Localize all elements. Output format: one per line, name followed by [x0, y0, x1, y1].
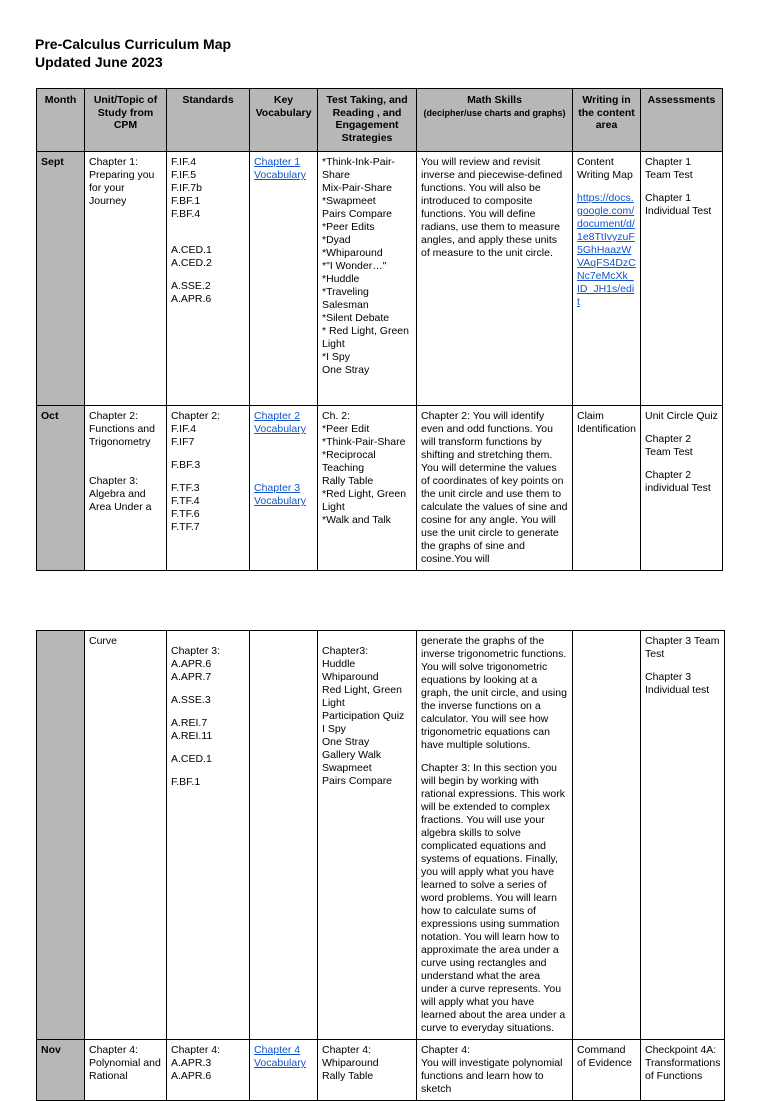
chapter-2-vocabulary-link[interactable]: Chapter 2 Vocabulary — [254, 410, 306, 435]
test-strategies-cell: Ch. 2: *Peer Edit *Think-Pair-Share *Reciprocal Teaching Rally Table *Red Light, Green Light *Walk and Talk — [318, 406, 417, 571]
test-strategies-cell: *Think-Ink-Pair-Share Mix-Pair-Share *Swapmeet Pairs Compare *Peer Edits *Dyad *Whiparound *"I Wonder…" *Huddle *Traveling Salesman *Silent Debate * Red Light, Green Light *I Spy One Stray — [318, 152, 417, 406]
header-math-subtitle: (decipher/use charts and graphs) — [423, 107, 566, 118]
table-row-nov — [37, 1040, 725, 1101]
standards-cell — [167, 406, 250, 571]
standards-group: F.BF.1 — [171, 776, 201, 788]
math-skills-cell: You will review and revisit inverse and piecewise-defined functions. You will also be introduced to composite functions. You will define radians, use them to measure angles, and apply these units of measure to the unit circle. — [417, 152, 573, 406]
header-month: Month — [37, 89, 85, 152]
month-cell: Oct — [37, 406, 85, 571]
header-standards: Standards — [167, 89, 250, 152]
assessment-item: Unit Circle Quiz — [645, 410, 718, 422]
unit-chapter-2: Chapter 2: Functions and Trigonometry — [89, 410, 155, 448]
assessment-item: Chapter 3 Team Test — [645, 635, 720, 660]
assessment-item: Chapter 1 Individual Test — [645, 192, 712, 217]
writing-label: Content Writing Map — [577, 156, 633, 181]
curriculum-table-page1 — [36, 88, 723, 571]
header-math-skills — [417, 89, 573, 152]
page-2-region — [0, 630, 768, 1095]
header-test-strategies: Test Taking, and Reading , and Engagement Strategies — [318, 89, 417, 152]
writing-cell: Command of Evidence — [573, 1040, 641, 1101]
math-paragraph: generate the graphs of the inverse trigonometric functions. You will solve trigonometric equations by looking at a graph, the unit circle, and using the inverse functions on a calculator. You will see how trigonometric equations can have multiple solutions. — [421, 635, 567, 751]
table-row-oct — [37, 406, 723, 571]
test-strategies-cell — [318, 631, 417, 1040]
test-strategies-list: Chapter3: Huddle Whiparound Red Light, Green Light Participation Quiz I Spy One Stray Gallery Walk Swapmeet Pairs Compare — [322, 645, 405, 787]
unit-cell: Curve — [85, 631, 167, 1040]
unit-cell — [85, 406, 167, 571]
writing-cell — [573, 152, 641, 406]
writing-cell: Claim Identification — [573, 406, 641, 571]
header-unit: Unit/Topic of Study from CPM — [85, 89, 167, 152]
header-math-title: Math Skills — [467, 94, 522, 106]
assessment-item: Chapter 2 individual Test — [645, 469, 711, 494]
vocabulary-cell — [250, 631, 318, 1040]
month-cell: Sept — [37, 152, 85, 406]
standards-group: Chapter 3: A.APR.6 A.APR.7 — [171, 645, 221, 683]
math-paragraph: Chapter 3: In this section you will begin by working with rational expressions. This work will be extended to complex fractions. You will use your algebra skills to solve complicated equations and systems of equations. Finally, you will apply what you have learned to solve a series of word problems. You will learn how to calculate sums of expressions using summation notation. You will learn how to approximate the area under a curve using rectangles and understand what the area under a curve represents. You will apply what you have learned about the area under a curve to everyday situations. — [421, 762, 566, 1034]
header-assessments: Assessments — [641, 89, 723, 152]
writing-cell — [573, 631, 641, 1040]
header-row — [37, 89, 723, 152]
assessment-item: Chapter 1 Team Test — [645, 156, 693, 181]
chapter-3-vocabulary-link[interactable]: Chapter 3 Vocabulary — [254, 482, 306, 507]
month-cell: Nov — [37, 1040, 85, 1101]
standards-group: A.SSE.3 — [171, 694, 211, 706]
title-line-1: Pre-Calculus Curriculum Map — [35, 36, 232, 52]
curriculum-table-page2 — [36, 630, 725, 1101]
table-row-sept — [37, 152, 723, 406]
unit-cell: Chapter 4: Polynomial and Rational — [85, 1040, 167, 1101]
standards-group: A.CED.1 — [171, 753, 212, 765]
assessments-cell — [641, 406, 723, 571]
chapter-4-vocabulary-link[interactable]: Chapter 4 Vocabulary — [254, 1044, 306, 1069]
month-cell — [37, 631, 85, 1040]
standards-group: A.CED.1 A.CED.2 — [171, 244, 212, 269]
assessments-cell: Checkpoint 4A: Transformations of Functions — [641, 1040, 725, 1101]
vocabulary-cell — [250, 406, 318, 571]
math-skills-cell: Chapter 4: You will investigate polynomial functions and learn how to sketch — [417, 1040, 573, 1101]
standards-group: F.TF.3 F.TF.4 F.TF.6 F.TF.7 — [171, 482, 200, 533]
vocabulary-cell — [250, 1040, 318, 1101]
standards-cell: Chapter 4: A.APR.3 A.APR.6 — [167, 1040, 250, 1101]
standards-cell — [167, 631, 250, 1040]
math-skills-cell: Chapter 2: You will identify even and odd functions. You will transform functions by shifting and stretching them. You will determine the values of coordinates of key points on the unit circle and use them to calculate the values of sine and cosine for any angle. You will use the unit circle to generate the graphs of sine and cosine.You will — [417, 406, 573, 571]
chapter-1-vocabulary-link[interactable]: Chapter 1 Vocabulary — [254, 156, 306, 181]
assessment-item: Chapter 2 Team Test — [645, 433, 693, 458]
standards-group: A.REI.7 A.REI.11 — [171, 717, 213, 742]
unit-cell: Chapter 1: Preparing you for your Journey — [85, 152, 167, 406]
standards-cell — [167, 152, 250, 406]
standards-group: A.SSE.2 A.APR.6 — [171, 280, 212, 305]
assessment-item: Chapter 3 Individual test — [645, 671, 710, 696]
header-writing: Writing in the content area — [573, 89, 641, 152]
assessments-cell — [641, 631, 725, 1040]
document-title — [35, 35, 231, 71]
test-strategies-cell: Chapter 4: Whiparound Rally Table — [318, 1040, 417, 1101]
vocabulary-cell — [250, 152, 318, 406]
standards-group: F.IF.4 F.IF.5 F.IF.7b F.BF.1 F.BF.4 — [171, 156, 202, 220]
table-row-oct-continued — [37, 631, 725, 1040]
content-writing-map-link[interactable]: https://docs.google.com/document/d/1e8TtIvyzuF5GhHaazWVAqFS4DzCNc7eMcXk_ID_JH1s/edit — [577, 192, 636, 308]
assessments-cell — [641, 152, 723, 406]
standards-group: Chapter 2: F.IF.4 F.IF7 — [171, 410, 221, 448]
unit-chapter-3: Chapter 3: Algebra and Area Under a — [89, 475, 152, 513]
header-vocabulary: Key Vocabulary — [250, 89, 318, 152]
standards-group: F.BF.3 — [171, 459, 201, 471]
math-skills-cell — [417, 631, 573, 1040]
title-line-2: Updated June 2023 — [35, 54, 163, 70]
